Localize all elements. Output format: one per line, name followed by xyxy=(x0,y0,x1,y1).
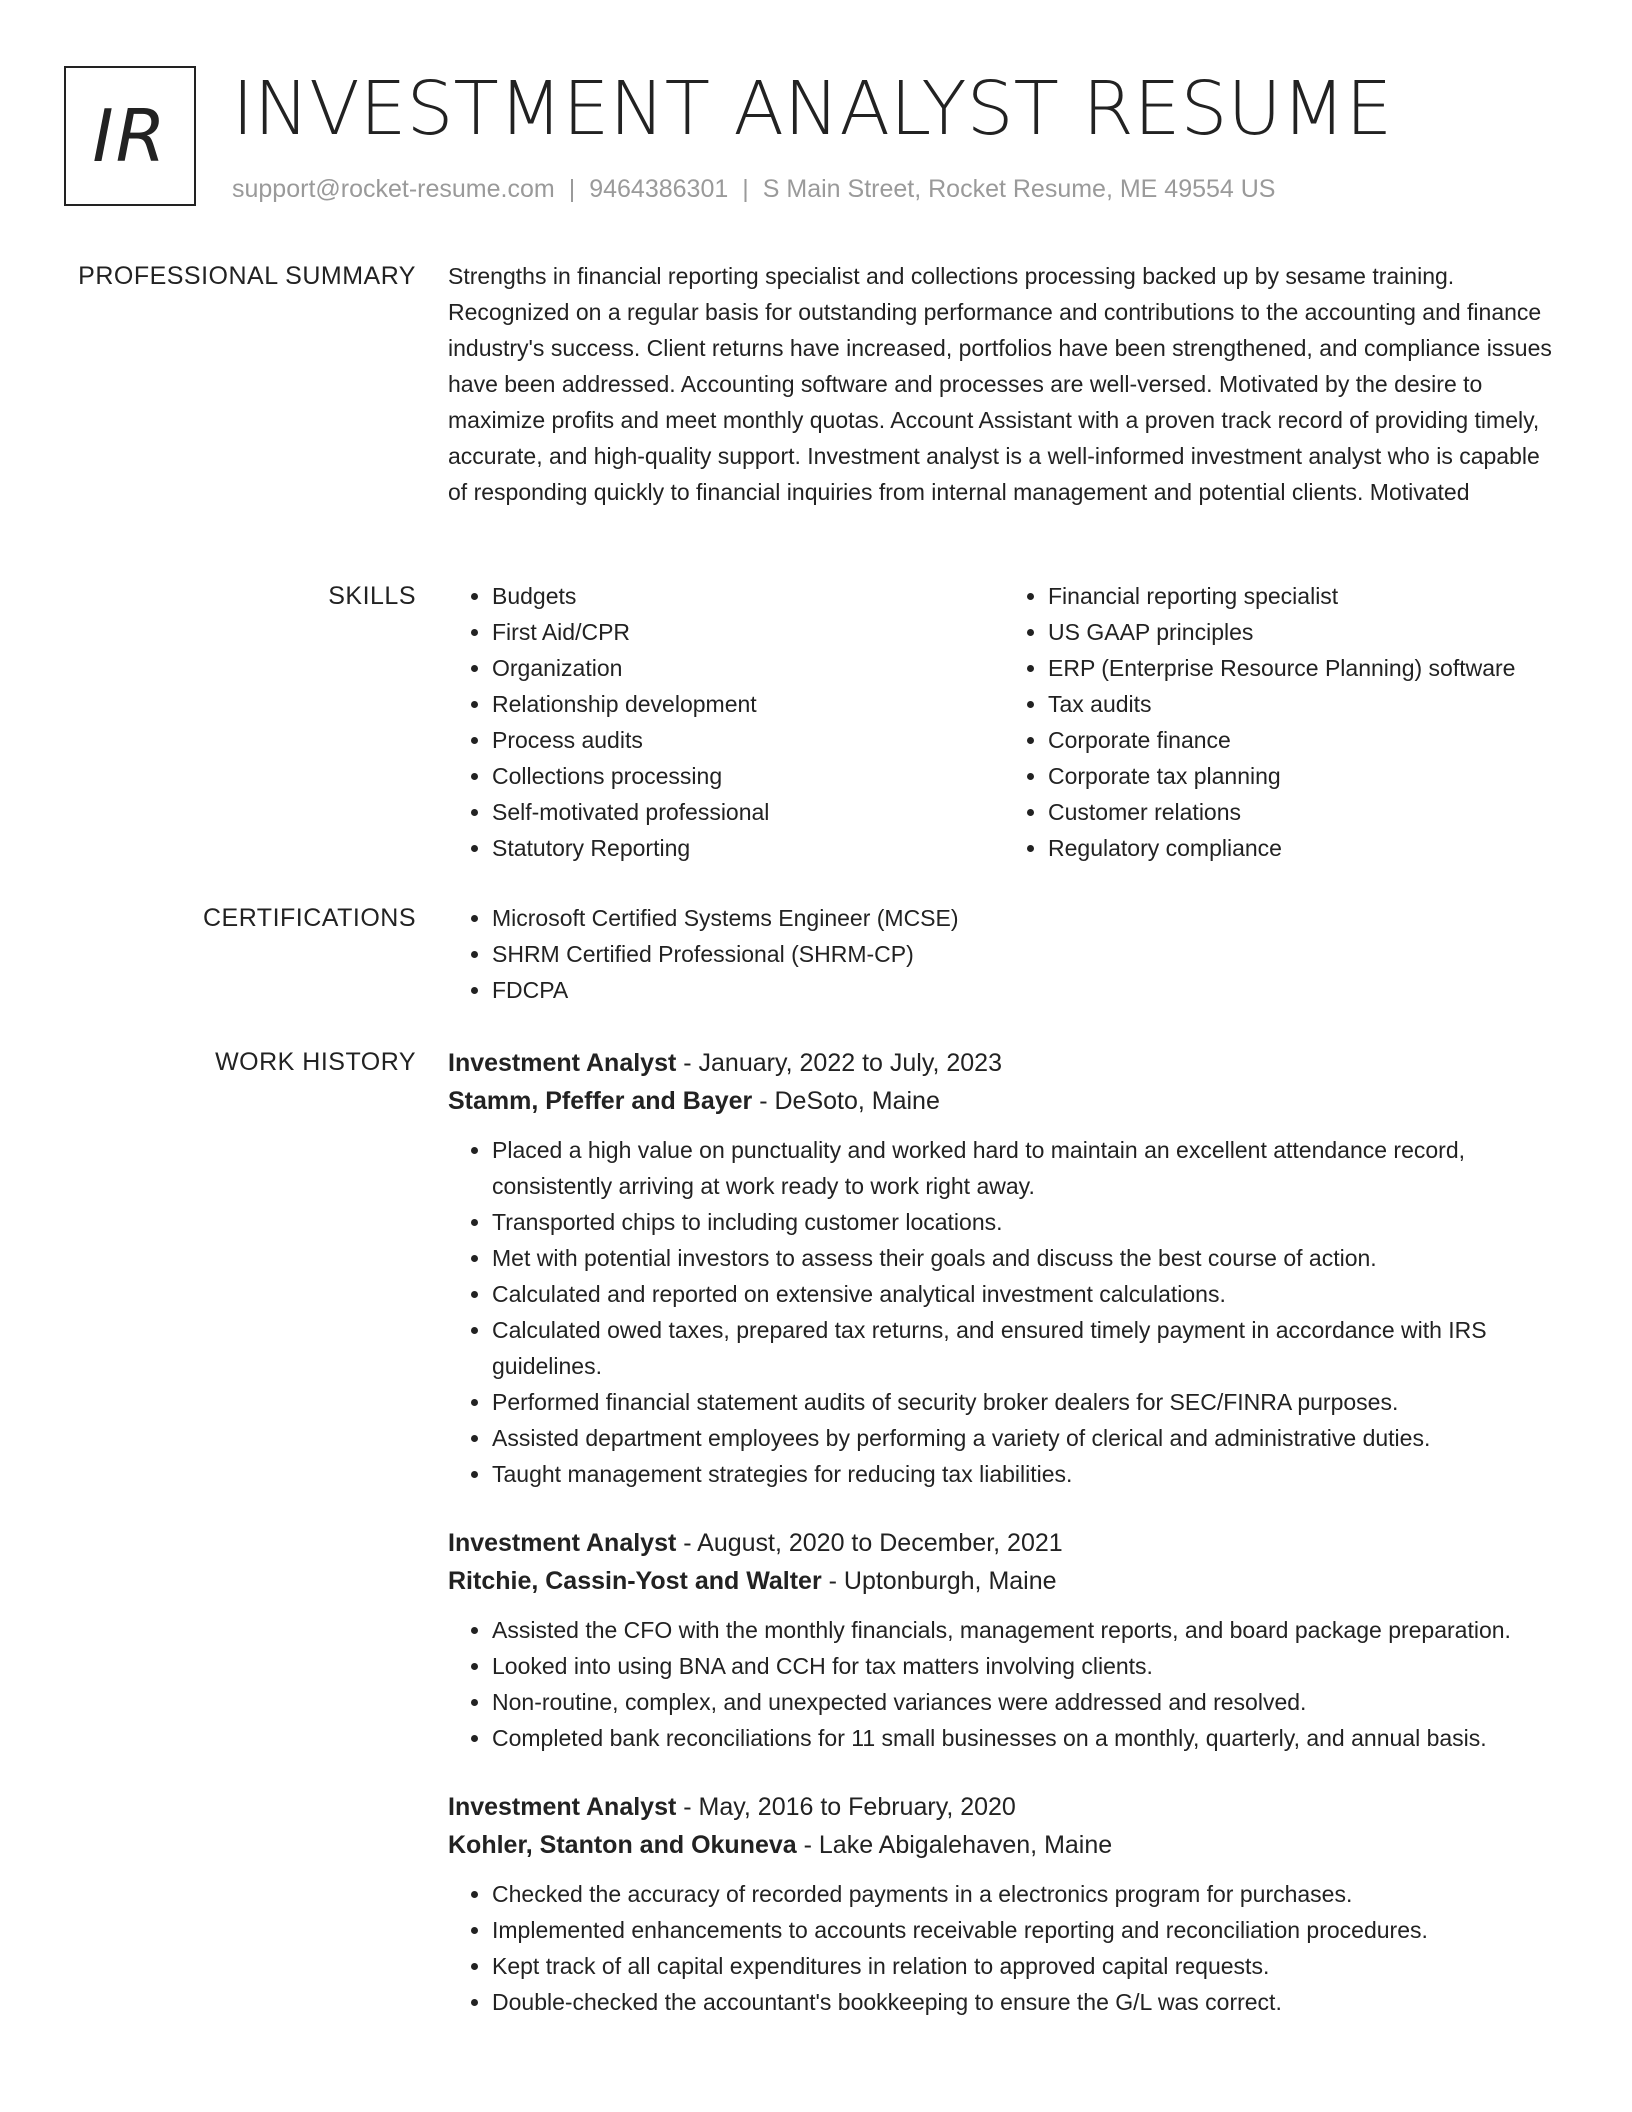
job-title: Investment Analyst xyxy=(448,1529,677,1557)
job-duty-item: • Calculated owed taxes, prepared tax returns, and ensured timely payment in accordance with IRS guidelines. xyxy=(492,1312,1560,1384)
certification-item: • SHRM Certified Professional (SHRM-CP) xyxy=(492,936,1560,972)
contact-separator: | xyxy=(742,175,749,203)
contact-separator: | xyxy=(568,175,576,203)
skill-item: • Corporate finance xyxy=(1048,722,1560,758)
job-duty-item: • Met with potential investors to assess their goals and discuss the best course of action. xyxy=(492,1240,1560,1276)
job-duty-item: • Transported chips to including customer locations. xyxy=(492,1204,1560,1240)
skill-item: • Organization xyxy=(492,650,1004,686)
page-title: INVESTMENT ANALYST RESUME xyxy=(232,66,1393,152)
job-company-line xyxy=(448,1082,1560,1120)
skill-item: • First Aid/CPR xyxy=(492,614,1004,650)
job-duty-item: • Performed financial statement audits of security broker dealers for SEC/FINRA purposes. xyxy=(492,1384,1560,1420)
job-company-line xyxy=(448,1562,1560,1600)
skills-list-left xyxy=(448,578,1004,866)
job-location: - Lake Abigalehaven, Maine xyxy=(796,1831,1113,1859)
skill-item: • Corporate tax planning xyxy=(1048,758,1560,794)
job-duties-list xyxy=(448,1132,1560,1492)
job-duty-item: • Taught management strategies for reducing tax liabilities. xyxy=(492,1456,1560,1492)
certifications-list xyxy=(448,900,1560,1008)
certification-item: • Microsoft Certified Systems Engineer (MCSE) xyxy=(492,900,1560,936)
job-duty-item: • Non-routine, complex, and unexpected variances were addressed and resolved. xyxy=(492,1684,1560,1720)
job-duties-list xyxy=(448,1612,1560,1756)
job-duty-item: • Calculated and reported on extensive analytical investment calculations. xyxy=(492,1276,1560,1312)
job-entry xyxy=(448,1044,1560,1492)
skills-list-right xyxy=(1004,578,1560,866)
skill-item: • Tax audits xyxy=(1048,686,1560,722)
skill-item: • Budgets xyxy=(492,578,1004,614)
skill-item: • ERP (Enterprise Resource Planning) software xyxy=(1048,650,1560,686)
contact-address: S Main Street, Rocket Resume, ME 49554 US xyxy=(762,175,1276,203)
job-title-line xyxy=(448,1788,1560,1826)
certifications-body xyxy=(448,900,1560,1008)
skill-item: • Self-motivated professional xyxy=(492,794,1004,830)
job-dates: - January, 2022 to July, 2023 xyxy=(676,1049,1002,1077)
job-duty-item: • Assisted the CFO with the monthly financials, management reports, and board package preparation. xyxy=(492,1612,1560,1648)
job-duty-item: • Completed bank reconciliations for 11 small businesses on a monthly, quarterly, and annual basis. xyxy=(492,1720,1560,1756)
contact-phone[interactable]: 9464386301 xyxy=(589,175,729,203)
job-duty-item: • Checked the accuracy of recorded payments in a electronics program for purchases. xyxy=(492,1876,1560,1912)
skills-grid xyxy=(448,578,1560,866)
job-dates: - May, 2016 to February, 2020 xyxy=(676,1793,1016,1821)
job-company: Ritchie, Cassin-Yost and Walter xyxy=(448,1567,822,1595)
job-entry xyxy=(448,1788,1560,2020)
monogram-logo: IR xyxy=(64,66,196,206)
job-duty-item: • Placed a high value on punctuality and worked hard to maintain an excellent attendance record, consistently arriving at work ready to work right away. xyxy=(492,1132,1560,1204)
summary-text: Strengths in financial reporting specialist and collections processing backed up by sesame training. Recognized on a regular basis for outstanding performance and contributions to the accounting and finance industry's success. Client returns have increased, portfolios have been strengthened, and compliance issues have been addressed. Accounting software and processes are well-versed. Motivated by the desire to maximize profits and meet monthly quotas. Account Assistant with a proven track record of providing timely, accurate, and high-quality support. Investment analyst is a well-informed investment analyst who is capable of responding quickly to financial inquiries from internal management and potential clients. Motivated xyxy=(448,263,1552,505)
certification-item: • FDCPA xyxy=(492,972,1560,1008)
job-location: - DeSoto, Maine xyxy=(752,1087,940,1115)
job-dates: - August, 2020 to December, 2021 xyxy=(676,1529,1063,1557)
job-duty-item: • Assisted department employees by performing a variety of clerical and administrative duties. xyxy=(492,1420,1560,1456)
skill-item: • Collections processing xyxy=(492,758,1004,794)
skill-item: • Regulatory compliance xyxy=(1048,830,1560,866)
skill-item: • US GAAP principles xyxy=(1048,614,1560,650)
skill-item: • Statutory Reporting xyxy=(492,830,1004,866)
job-duty-item: • Implemented enhancements to accounts receivable reporting and reconciliation procedures. xyxy=(492,1912,1560,1948)
job-title: Investment Analyst xyxy=(448,1049,677,1077)
resume-header xyxy=(64,66,1584,210)
job-location: - Uptonburgh, Maine xyxy=(821,1567,1057,1595)
job-company: Kohler, Stanton and Okuneva xyxy=(448,1831,797,1859)
job-duty-item: • Double-checked the accountant's bookkeeping to ensure the G/L was correct. xyxy=(492,1984,1560,2020)
skill-item: • Process audits xyxy=(492,722,1004,758)
section-label-skills: SKILLS xyxy=(328,582,416,610)
job-title-line xyxy=(448,1044,1560,1082)
skill-item: • Relationship development xyxy=(492,686,1004,722)
job-title: Investment Analyst xyxy=(448,1793,677,1821)
section-label-summary: PROFESSIONAL SUMMARY xyxy=(78,262,416,290)
job-company-line xyxy=(448,1826,1560,1864)
job-duty-item: • Kept track of all capital expenditures in relation to approved capital requests. xyxy=(492,1948,1560,1984)
skill-item: • Customer relations xyxy=(1048,794,1560,830)
job-duties-list xyxy=(448,1876,1560,2020)
job-duty-item: • Looked into using BNA and CCH for tax matters involving clients. xyxy=(492,1648,1560,1684)
skill-item: • Financial reporting specialist xyxy=(1048,578,1560,614)
job-entry xyxy=(448,1524,1560,1756)
section-label-work-history: WORK HISTORY xyxy=(215,1048,416,1076)
work-history-body xyxy=(448,1044,1560,2052)
section-label-certifications: CERTIFICATIONS xyxy=(202,904,416,932)
contact-email[interactable]: support@rocket-resume.com xyxy=(232,175,555,203)
contact-line xyxy=(232,174,1276,204)
job-company: Stamm, Pfeffer and Bayer xyxy=(448,1087,753,1115)
job-title-line xyxy=(448,1524,1560,1562)
